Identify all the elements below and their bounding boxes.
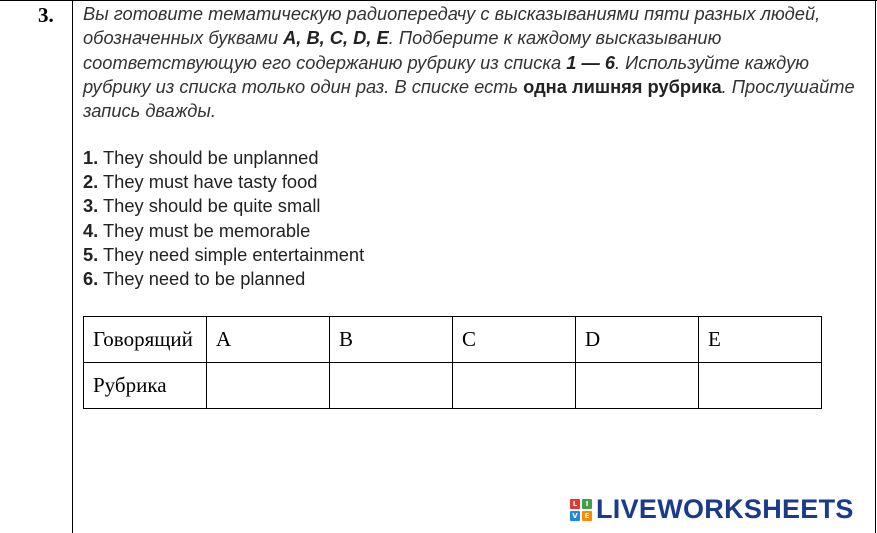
rubric-item <box>83 219 364 243</box>
right-border <box>875 0 876 533</box>
instruction-letters: A, B, C, D, E <box>283 27 389 49</box>
top-border <box>0 0 877 1</box>
rubric-item <box>83 170 364 194</box>
rubric-number: 1. <box>83 147 99 168</box>
rubric-number: 6. <box>83 268 99 290</box>
liveworksheets-logo <box>570 494 854 525</box>
logo-tile: V <box>570 511 580 521</box>
answer-cell-e[interactable] <box>699 363 822 409</box>
rubric-text: They must have tasty food <box>103 171 318 193</box>
rubric-text: They need simple entertainment <box>103 243 365 265</box>
speaker-cell-e: E <box>699 317 822 363</box>
instruction-part-1: Вы готовите тематическую радиопередачу с высказываниями пяти разных людей, обозначенных буквами <box>83 3 821 49</box>
instruction-extra: одна лишняя рубрика <box>523 75 722 97</box>
rubric-text: They need to be planned <box>103 268 306 290</box>
rubric-number: 4. <box>83 219 99 241</box>
instruction-part-3: . Используйте каждую рубрику из списка только один раз. В списке есть <box>83 51 809 97</box>
instruction-part-4: . Прослушайте запись дважды. <box>83 75 855 122</box>
rubric-item <box>83 267 364 291</box>
rubric-number: 2. <box>83 171 99 193</box>
rubric-text: They must be memorable <box>103 219 311 241</box>
rubric-item <box>83 194 364 218</box>
task-instruction <box>83 2 868 123</box>
answer-cell-b[interactable] <box>330 363 453 409</box>
rubric-item <box>83 243 364 267</box>
rubric-number: 3. <box>83 195 99 217</box>
logo-text: LIVEWORKSHEETS <box>596 494 854 524</box>
instruction-range: 1 — 6 <box>566 51 615 73</box>
speaker-cell-b: B <box>330 317 453 363</box>
answer-cell-d[interactable] <box>576 363 699 409</box>
instruction-part-2: . Подберите к каждому высказыванию соответствующую его содержанию рубрику из списка <box>83 27 722 73</box>
rubric-text: They should be unplanned <box>103 147 319 168</box>
rubric-item <box>83 146 364 170</box>
speaker-cell-a: A <box>207 317 330 363</box>
answer-cell-c[interactable] <box>453 363 576 409</box>
speaker-cell-d: D <box>576 317 699 363</box>
answer-table <box>83 316 822 409</box>
speaker-row <box>84 317 822 363</box>
rubric-list <box>83 146 364 291</box>
logo-tile: L <box>570 499 580 509</box>
rubric-header-cell: Рубрика <box>84 363 207 409</box>
answer-cell-a[interactable] <box>207 363 330 409</box>
logo-tile: I <box>582 499 592 509</box>
logo-tile: E <box>582 511 592 521</box>
speaker-cell-c: C <box>453 317 576 363</box>
task-number: 3. <box>38 3 54 27</box>
rubric-row <box>84 363 822 409</box>
column-divider <box>72 0 73 533</box>
logo-grid-icon <box>570 499 592 521</box>
speaker-header-cell: Говорящий <box>84 317 207 363</box>
rubric-text: They should be quite small <box>103 195 321 217</box>
rubric-number: 5. <box>83 243 99 265</box>
